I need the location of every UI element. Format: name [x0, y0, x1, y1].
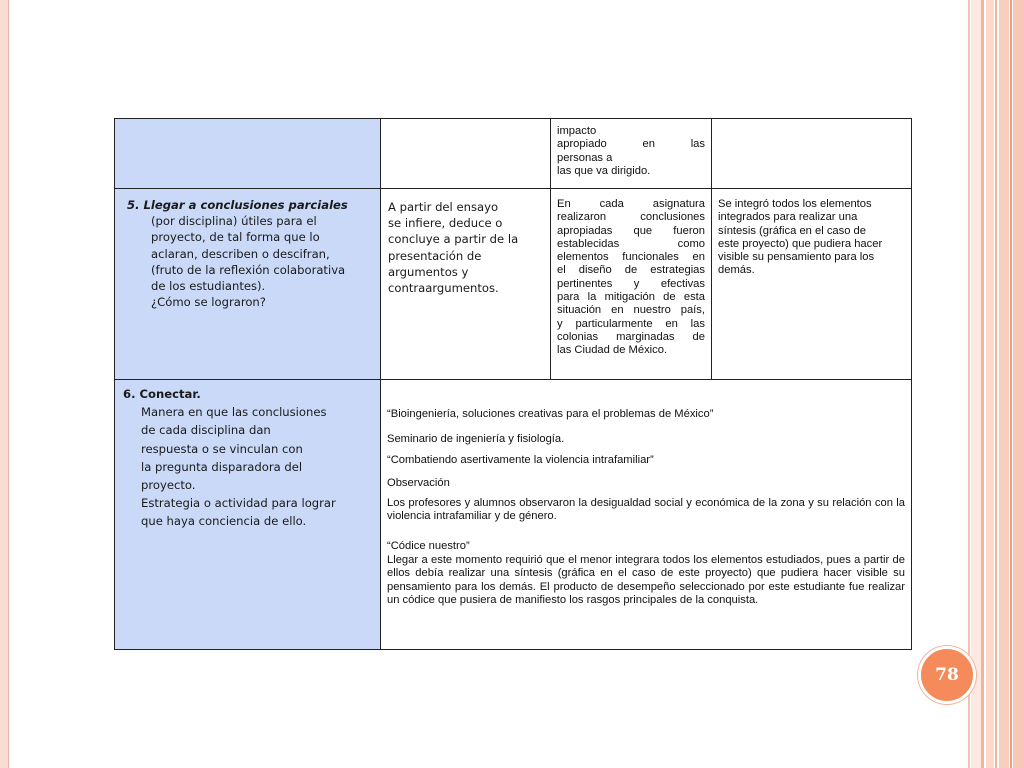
left-border-strip	[0, 0, 8, 768]
text-line: Se integró todos los elementos	[718, 198, 872, 210]
text-line: Estrategia o actividad para lograr	[141, 496, 336, 511]
text-line: respuesta o se vinculan con	[141, 441, 303, 456]
row2-col-b-cell	[381, 189, 551, 380]
text-line: pertinentes y efectivas	[557, 277, 705, 290]
text-line: integrados para realizar una	[718, 211, 858, 224]
text-line: ¿Cómo se lograron?	[151, 295, 266, 310]
text-line: personas a	[557, 151, 613, 164]
text-line: concluye a partir de la	[388, 232, 519, 247]
text-line: (por disciplina) útiles para el	[151, 214, 317, 229]
row3-criterion-cell	[115, 380, 381, 649]
text-line: elementos funcionales en	[557, 251, 705, 264]
text-line: para la mitigación de esta	[557, 291, 705, 304]
criterion-title: 6. Conectar.	[123, 387, 201, 401]
text-line: que haya conciencia de ello.	[141, 514, 307, 529]
text-line: A partir del ensayo	[388, 200, 499, 214]
codice-heading: “Códice nuestro”	[387, 539, 470, 552]
text-line: presentación de	[388, 248, 482, 263]
text-line: visible su pensamiento para los	[718, 251, 875, 264]
row2-criterion-cell	[115, 189, 381, 380]
text-line: de cada disciplina dan	[141, 423, 271, 438]
page-number-badge: 78	[918, 646, 976, 704]
text-line: demás.	[718, 264, 755, 277]
text-line: apropiadas que fueron	[557, 224, 705, 237]
codice-paragraph: Llegar a este momento requirió que el menor integrara todos los elementos estudiados, pues a partir de ellos debía realizar una síntesis (gráfica en el caso de este proyecto) que pudiera hacer visible su pensamiento para los demás. El producto de desempeño seleccionado por este estudiante fue realizar un códice que pusiera de manifiesto los rasgos principales de la conquista.	[387, 554, 905, 606]
row1-col-b-cell	[381, 119, 551, 189]
text-line: las que va dirigido.	[557, 164, 651, 177]
text-line: En cada asignatura	[557, 198, 705, 210]
observacion-heading: Observación	[387, 476, 450, 489]
observation-paragraph: Los profesores y alumnos observaron la desigualdad social y económica de la zona y su relación con la violencia intrafamiliar y de género.	[387, 497, 905, 523]
text-line: se infiere, deduce o	[388, 216, 503, 231]
row1-col-d-cell	[712, 119, 911, 189]
text-line: (fruto de la reflexión colaborativa	[151, 262, 346, 277]
project-title-bioingenieria: “Bioingeniería, soluciones creativas para el problemas de México”	[387, 408, 714, 420]
criterion-title: 5. Llegar a conclusiones parciales	[127, 198, 348, 212]
text-line: apropiado en las	[557, 138, 705, 151]
text-line: argumentos y	[388, 264, 469, 279]
text-line: Manera en que las conclusiones	[141, 405, 327, 420]
row3-merged-cell	[381, 380, 911, 649]
rubric-table	[114, 118, 912, 650]
text-line: proyecto, de tal forma que lo	[151, 230, 320, 245]
text-line: contraargumentos.	[388, 281, 499, 296]
row1-col-c-cell	[551, 119, 712, 189]
text-line: de los estudiantes).	[151, 279, 266, 294]
text-line: realizaron conclusiones	[557, 211, 705, 224]
text-line: establecidas como	[557, 237, 705, 250]
seminar-line: Seminario de ingeniería y fisiología.	[387, 433, 565, 446]
right-decorative-stripes	[968, 0, 1024, 768]
text-line: aclaran, describen o descifran,	[151, 246, 330, 261]
text-line: las Ciudad de México.	[557, 344, 668, 357]
row2-col-c-cell	[551, 189, 712, 380]
text-line: y particularmente en las	[557, 317, 705, 330]
text-line: la pregunta disparadora del	[141, 459, 303, 474]
text-line: el diseño de estrategias	[557, 264, 705, 277]
row2-col-d-cell	[712, 189, 911, 380]
text-line: proyecto.	[141, 478, 196, 493]
text-line: colonias marginadas de	[557, 330, 705, 343]
row1-criterion-cell	[115, 119, 381, 189]
text-line: impacto	[557, 125, 597, 137]
text-line: situación en nuestro país,	[557, 304, 705, 317]
text-line: este proyecto) que pudiera hacer	[718, 237, 883, 250]
project-title-violencia: “Combatiendo asertivamente la violencia intrafamiliar”	[387, 453, 654, 466]
text-line: síntesis (gráfica en el caso de	[718, 224, 866, 237]
